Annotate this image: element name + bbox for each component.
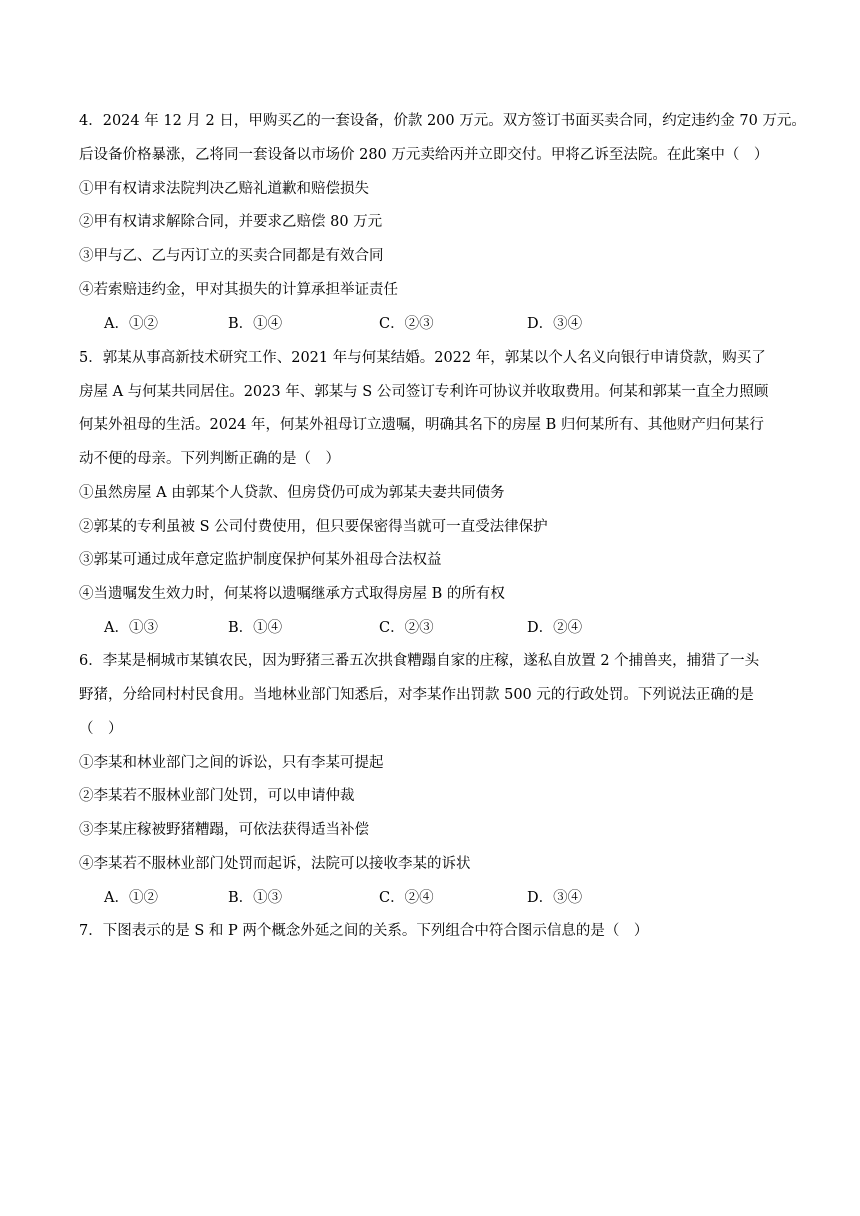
option-b: B．①④ bbox=[228, 316, 283, 332]
question-7-stem-line-1: 7．下图表示的是 S 和 P 两个概念外延之间的关系。下列组合中符合图示信息的是（ ） bbox=[79, 923, 649, 939]
question-5-stem-line-2: 房屋 A 与何某共同居住。2023 年、郭某与 S 公司签订专利许可协议并收取费用。何某和郭某一直全力照顾 bbox=[79, 384, 769, 400]
question-6-stem-line-3: （ ） bbox=[79, 721, 123, 737]
question-6-stem-line-1: 6．李某是桐城市某镇农民，因为野猪三番五次拱食糟蹋自家的庄稼，遂私自放置 2 个捕兽夹，捕猎了一头 bbox=[79, 653, 760, 669]
option-d: D．③④ bbox=[527, 890, 583, 906]
option-b: B．①③ bbox=[228, 890, 283, 906]
option-d: D．②④ bbox=[527, 620, 583, 636]
question-5-item-1: ①虽然房屋 A 由郭某个人贷款、但房贷仍可成为郭某夫妻共同债务 bbox=[79, 485, 505, 501]
question-4-options bbox=[104, 314, 704, 334]
question-6-options bbox=[104, 888, 704, 908]
option-d: D．③④ bbox=[527, 316, 583, 332]
option-c: C．②④ bbox=[379, 890, 434, 906]
question-6-item-4: ④李某若不服林业部门处罚而起诉，法院可以接收李某的诉状 bbox=[79, 856, 471, 872]
question-6-item-1: ①李某和林业部门之间的诉讼，只有李某可提起 bbox=[79, 755, 384, 771]
question-4-item-1: ①甲有权请求法院判决乙赔礼道歉和赔偿损失 bbox=[79, 181, 369, 197]
question-5-item-2: ②郭某的专利虽被 S 公司付费使用，但只要保密得当就可一直受法律保护 bbox=[79, 519, 548, 535]
option-a: A．①② bbox=[104, 890, 158, 906]
option-a: A．①③ bbox=[104, 620, 158, 636]
question-5-stem-line-1: 5．郭某从事高新技术研究工作、2021 年与何某结婚。2022 年，郭某以个人名义向银行申请贷款，购买了 bbox=[79, 350, 766, 366]
option-a: A．①② bbox=[104, 316, 158, 332]
question-6-item-2: ②李某若不服林业部门处罚，可以申请仲裁 bbox=[79, 788, 355, 804]
question-5-stem-line-3: 何某外祖母的生活。2024 年，何某外祖母订立遗嘱，明确其名下的房屋 B 归何某所有、其他财产归何某行 bbox=[79, 417, 764, 433]
question-5-item-4: ④当遗嘱发生效力时，何某将以遗嘱继承方式取得房屋 B 的所有权 bbox=[79, 586, 505, 602]
option-c: C．②③ bbox=[379, 620, 434, 636]
question-6-item-3: ③李某庄稼被野猪糟蹋，可依法获得适当补偿 bbox=[79, 822, 369, 838]
question-6-stem-line-2: 野猪，分给同村村民食用。当地林业部门知悉后，对李某作出罚款 500 元的行政处罚。下列说法正确的是 bbox=[79, 687, 754, 703]
question-4-item-4: ④若索赔违约金，甲对其损失的计算承担举证责任 bbox=[79, 282, 398, 298]
option-c: C．②③ bbox=[379, 316, 434, 332]
question-4-stem-line-1: 4．2024 年 12 月 2 日，甲购买乙的一套设备，价款 200 万元。双方签订书面买卖合同，约定违约金 70 万元。 bbox=[79, 113, 806, 129]
question-5-item-3: ③郭某可通过成年意定监护制度保护何某外祖母合法权益 bbox=[79, 552, 442, 568]
question-5-stem-line-4: 动不便的母亲。下列判断正确的是（ ） bbox=[79, 451, 340, 467]
question-4-item-2: ②甲有权请求解除合同，并要求乙赔偿 80 万元 bbox=[79, 214, 383, 230]
option-b: B．①④ bbox=[228, 620, 283, 636]
question-5-options bbox=[104, 618, 704, 638]
question-4-stem-line-2: 后设备价格暴涨，乙将同一套设备以市场价 280 万元卖给丙并立即交付。甲将乙诉至法院。在此案中（ ） bbox=[79, 147, 769, 163]
question-4-item-3: ③甲与乙、乙与丙订立的买卖合同都是有效合同 bbox=[79, 248, 384, 264]
